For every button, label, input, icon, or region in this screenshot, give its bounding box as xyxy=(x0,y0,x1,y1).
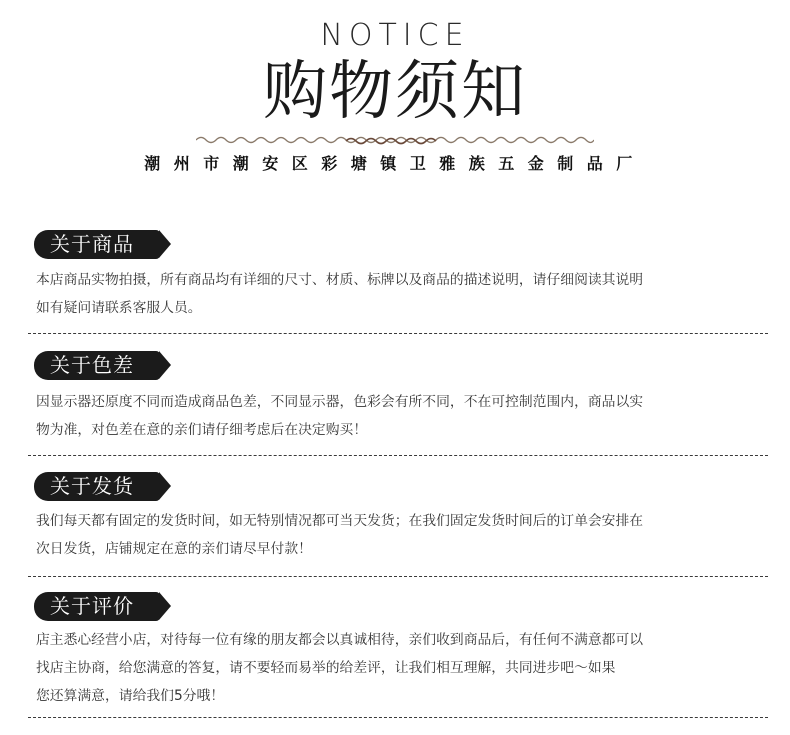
text-line: 我们每天都有固定的发货时间，如无特别情况都可当天发货；在我们固定发货时间后的订单会安排在 xyxy=(36,513,644,529)
text-line: 本店商品实物拍摄，所有商品均有详细的尺寸、材质、标牌以及商品的描述说明，请仔细阅读其说明 xyxy=(36,272,644,288)
notice-label: NOTICE xyxy=(320,18,470,53)
text-line: 如有疑问请联系客服人员。 xyxy=(36,300,202,316)
text-line: 店主悉心经营小店，对待每一位有缘的朋友都会以真诚相待，亲们收到商品后，有任何不满意都可以 xyxy=(36,632,644,648)
company-name: 潮州市潮安区彩塘镇卫雅族五金制品厂 xyxy=(144,154,646,173)
section-text xyxy=(36,507,756,563)
page-title: 购物须知 xyxy=(263,55,527,129)
notice-header xyxy=(0,0,790,190)
section-text xyxy=(36,388,756,444)
section-text xyxy=(36,626,756,710)
dashed-divider xyxy=(28,717,768,718)
text-line: 因显示器还原度不同而造成商品色差，不同显示器，色彩会有所不同，不在可控制范围内，商品以实 xyxy=(36,394,644,410)
text-line: 找店主协商，给您满意的答复，请不要轻而易举的给差评，让我们相互理解，共同进步吧～如果 xyxy=(36,660,616,676)
dashed-divider xyxy=(28,576,768,577)
dashed-divider xyxy=(28,333,768,334)
wave-divider-icon xyxy=(196,132,594,148)
section-heading: 关于商品 xyxy=(34,230,160,259)
section-text xyxy=(36,266,756,322)
text-line: 物为准，对色差在意的亲们请仔细考虑后在决定购买！ xyxy=(36,422,368,438)
section-heading: 关于发货 xyxy=(34,472,160,501)
dashed-divider xyxy=(28,455,768,456)
text-line: 次日发货，店铺规定在意的亲们请尽早付款！ xyxy=(36,541,312,557)
section-heading: 关于评价 xyxy=(34,592,160,621)
text-line: 您还算满意，请给我们5分哦！ xyxy=(36,688,225,704)
section-heading: 关于色差 xyxy=(34,351,160,380)
